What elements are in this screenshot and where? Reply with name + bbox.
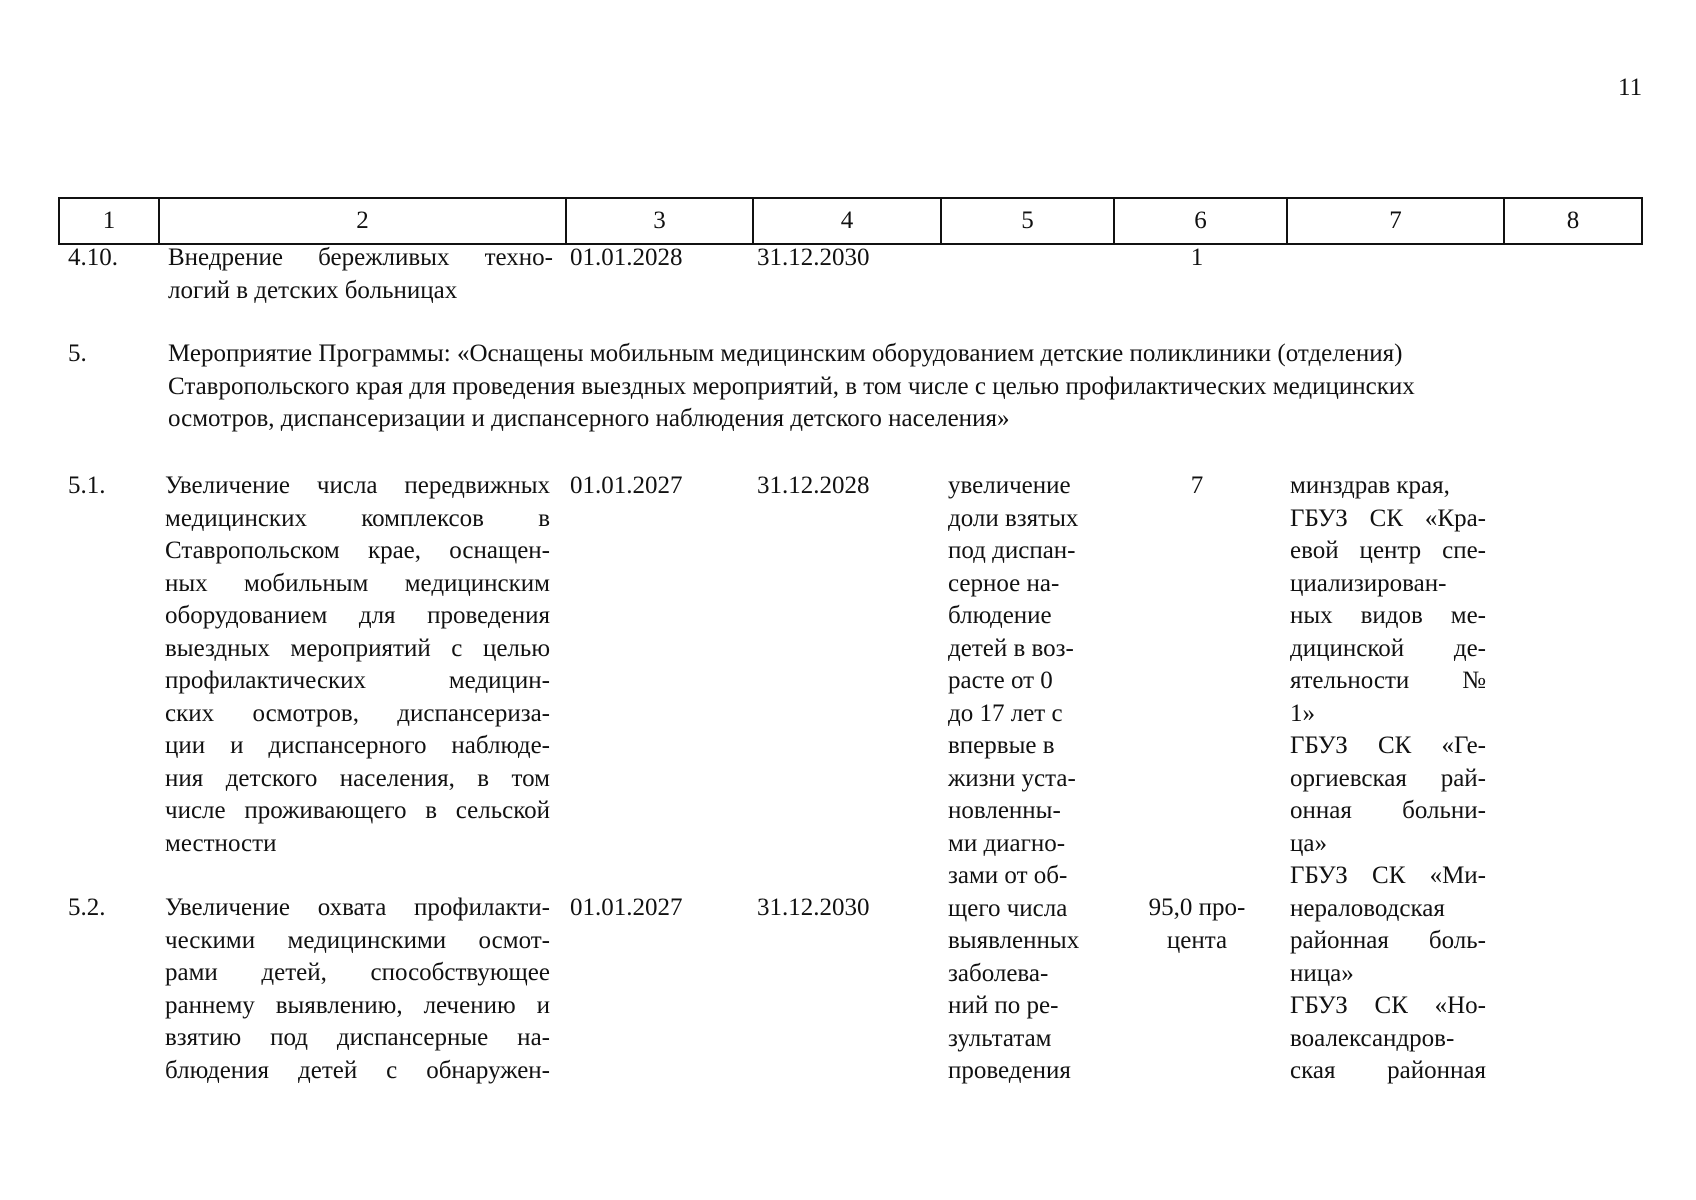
row-5-2-description-line: взятию под диспансерные на- [165,1024,550,1051]
section-5-title [168,338,1415,436]
header-col-2: 2 [160,199,567,243]
indicator-line: впервые в [948,732,1055,759]
row-5-2-description-line: блюдения детей с обнаружен- [165,1056,550,1084]
responsible-line: ГБУЗ СК «Ге- [1290,732,1486,759]
responsible-line: воалександров- [1290,1024,1455,1052]
indicator-line: зами от об- [948,862,1068,889]
responsible-line: циализирован- [1290,569,1447,597]
header-col-6: 6 [1115,199,1288,243]
responsible-line: ятельности № [1290,667,1486,694]
section-5-number: 5. [68,340,87,367]
responsible-text [1290,470,1486,1088]
row-5-2-description-line: рами детей, способствующее [165,959,550,986]
indicator-line: щего числа [948,894,1068,922]
row-5-2-description-line: ческими медицинскими осмот- [165,926,550,954]
row-5-1-start-date: 01.01.2027 [570,472,683,499]
header-col-7: 7 [1288,199,1505,243]
responsible-line: ГБУЗ СК «Но- [1290,992,1486,1019]
row-5-1-description-line: оборудованием для проведения [165,602,550,629]
responsible-line: ГБУЗ СК «Ми- [1290,862,1486,889]
row-4-10-description-line: Внедрение бережливых техно- [168,244,553,271]
section-5-title-line: осмотров, диспансеризации и диспансерного наблюдения детского населения» [168,405,1010,432]
row-5-2-description-line: раннему выявлению, лечению и [165,991,550,1019]
row-5-1-description-line: Увеличение числа передвижных [165,472,550,499]
row-4-10-description-line: логий в детских больницах [168,276,458,304]
indicator-line: увеличение [948,472,1071,499]
indicator-line: жизни уста- [948,764,1076,792]
row-5-1-description-line: местности [165,829,277,857]
row-5-2-description [165,892,550,1087]
row-5-1-end-date: 31.12.2028 [757,472,870,499]
row-5-1-value: 7 [1190,472,1204,499]
responsible-line: ница» [1290,959,1354,987]
row-4-10-end-date: 31.12.2030 [757,244,870,271]
row-4-10-number: 4.10. [68,244,118,271]
row-5-1-description-line: ния детского населения, в том [165,764,550,792]
row-5-1-number: 5.1. [68,472,106,499]
header-col-1: 1 [60,199,160,243]
indicator-line: проведения [948,1057,1071,1084]
row-5-1-description-line: числе проживающего в сельской [165,797,550,824]
indicator-line: новленны- [948,797,1061,824]
indicator-line: заболева- [948,959,1049,987]
row-5-1-description-line: Ставропольском крае, оснащен- [165,537,550,564]
header-col-5: 5 [942,199,1115,243]
indicator-line: под диспан- [948,537,1076,564]
page-number: 11 [1618,74,1643,101]
header-col-8: 8 [1566,207,1580,234]
row-5-1-description-line: ции и диспансерного наблюде- [165,732,550,759]
header-col-3: 3 [567,199,754,243]
row-4-10-start-date: 01.01.2028 [570,244,683,271]
indicator-line: до 17 лет с [948,699,1063,727]
responsible-line: ская районная [1290,1057,1486,1084]
responsible-line: онная больни- [1290,797,1486,824]
row-5-2-value-line: цента [1166,926,1228,954]
responsible-line: минздрав края, [1290,472,1450,499]
responsible-line: евой центр спе- [1290,537,1486,564]
table-header [58,197,1643,245]
row-5-2-description-line: Увеличение охвата профилакти- [165,894,550,921]
responsible-line: ных видов ме- [1290,602,1486,629]
row-5-1-description [165,470,550,860]
section-5-title-line: Мероприятие Программы: «Оснащены мобильным медицинским оборудованием детские поликлиники (отделения) [168,340,1403,367]
row-5-2-start-date: 01.01.2027 [570,894,683,921]
indicator-line: детей в воз- [948,634,1074,662]
indicator-line: доли взятых [948,504,1079,532]
row-5-1-description-line: выездных мероприятий с целью [165,634,550,662]
indicator-line: серное на- [948,569,1060,597]
responsible-line: ГБУЗ СК «Кра- [1290,504,1486,532]
row-4-10-value: 1 [1190,244,1204,271]
row-5-2-number: 5.2. [68,894,106,921]
responsible-line: районная боль- [1290,927,1486,954]
row-5-1-description-line: профилактических медицин- [165,667,550,694]
indicator-line: зультатам [948,1024,1052,1052]
row-4-10-description [168,242,553,307]
row-5-2-end-date: 31.12.2030 [757,894,870,921]
row-5-1-description-line: ных мобильным медицинским [165,569,550,597]
responsible-line: оргиевская рай- [1290,764,1486,792]
indicator-line: блюдение [948,602,1052,629]
row-5-2-value [1112,892,1282,957]
indicator-text [948,470,1079,1088]
responsible-line: дицинской де- [1290,634,1486,662]
responsible-line: ца» [1290,829,1327,857]
responsible-line: 1» [1290,699,1315,727]
section-5-title-line: Ставропольского края для проведения выездных мероприятий, в том числе с целью профилактических медицинских [168,372,1415,400]
row-5-1-description-line: ских осмотров, диспансериза- [165,699,550,727]
indicator-line: ний по ре- [948,992,1059,1019]
row-5-2-value-line: 95,0 про- [1148,894,1246,921]
indicator-line: выявленных [948,927,1080,954]
header-col-4: 4 [754,199,942,243]
indicator-line: расте от 0 [948,667,1053,694]
responsible-line: нераловодская [1290,894,1445,922]
indicator-line: ми диагно- [948,829,1066,857]
row-5-1-description-line: медицинских комплексов в [165,504,550,532]
